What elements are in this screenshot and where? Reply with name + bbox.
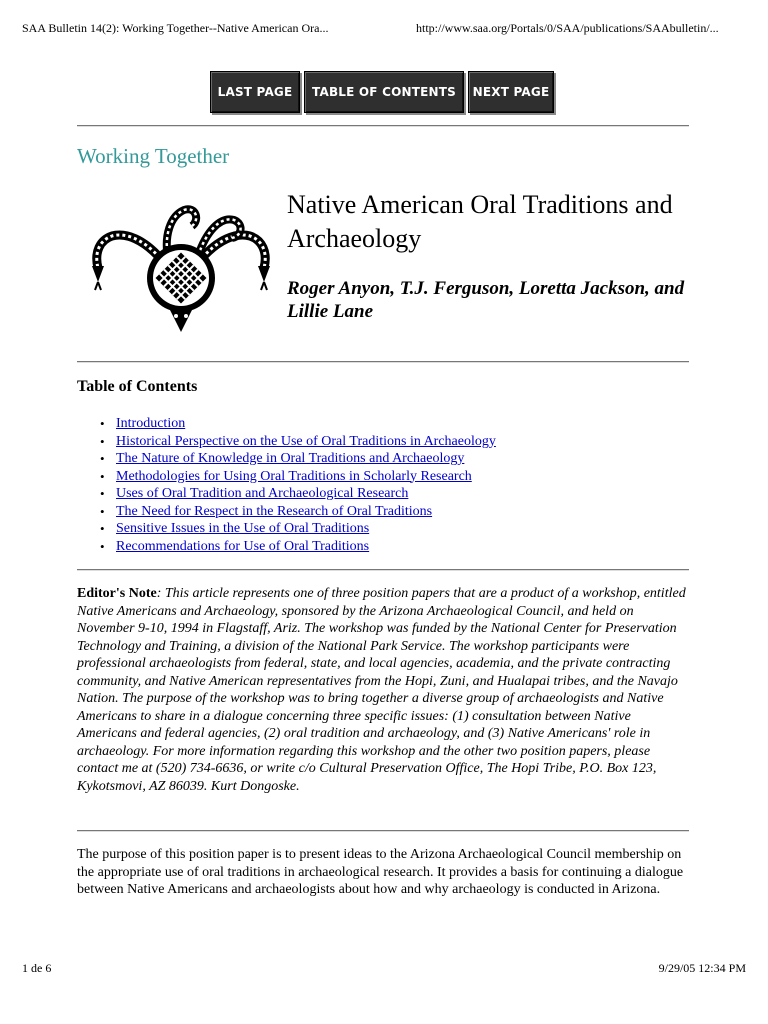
editor-note-label-suffix: 's Note	[115, 586, 157, 601]
intro-paragraph: The purpose of this position paper is to present ideas to the Arizona Archaeological Council membership on the appropriate use of oral traditions in archaeological research. It provides a basis for continuing a dialogue between Native Americans and archaeologists about how and why archaeology is conducted in Arizona.	[77, 847, 684, 897]
section-title: Working Together	[77, 144, 230, 168]
browser-page-title: SAA Bulletin 14(2): Working Together--Native American Ora...	[22, 21, 329, 35]
print-page-number: 1 de 6	[22, 961, 52, 975]
editor-note	[77, 585, 689, 795]
article-authors: Roger Anyon, T.J. Ferguson, Loretta Jackson, and Lillie Lane	[287, 278, 685, 322]
list-item	[100, 468, 496, 486]
editor-note-text: : This article represents one of three position papers that are a product of a workshop, entitled Native Americans and Archaeology, sponsored by the Arizona Archaeological Council, and held on November 9-10, 1994 in Flagstaff, Ariz. The workshop was funded by the National Center for Preservation Technology and Training, a division of the National Park Service. The workshop participants were professional archaeologists from federal, state, and local agencies, academia, and the private contracting community, and Native American representatives from the Hopi, Zuni, and Hualapai tribes, and the Navajo Nation. The purpose of the workshop was to bring together a diverse group of archaeologists and Native Americans to share in a dialogue concerning three specific issues: (1) consultation between Native Americans and federal agencies, (2) oral tradition and archaeology, and (3) Native Americans' role in archaeology. For more information regarding this workshop and the other two position papers, please contact me at (520) 734-6636, or write c/o Cultural Preservation Office, The Hopi Tribe, P.O. Box 123, Kykotsmovi, AZ 86039. Kurt Dongoske.	[77, 586, 686, 794]
list-item	[100, 503, 496, 521]
page-nav	[210, 71, 554, 113]
toc-heading: Table of Contents	[77, 378, 198, 395]
toc-link-nature-of-knowledge[interactable]: The Nature of Knowledge in Oral Traditions and Archaeology	[116, 451, 465, 466]
next-page-button[interactable]: NEXT PAGE	[468, 71, 554, 113]
editor-note-label: Editor	[77, 586, 116, 601]
article-title: Native American Oral Traditions and Archaeology	[287, 190, 673, 253]
divider	[77, 361, 689, 363]
toc-link-introduction[interactable]: Introduction	[116, 416, 186, 431]
list-item	[100, 415, 496, 433]
table-of-contents-button[interactable]: TABLE OF CONTENTS	[304, 71, 464, 113]
print-datetime: 9/29/05 12:34 PM	[658, 961, 746, 975]
browser-url: http://www.saa.org/Portals/0/SAA/publications/SAAbulletin/...	[416, 21, 719, 35]
toc-link-historical-perspective[interactable]: Historical Perspective on the Use of Oral Traditions in Archaeology	[116, 433, 496, 449]
list-item	[100, 450, 496, 468]
divider	[77, 569, 689, 571]
list-item	[100, 538, 496, 556]
toc-link-recommendations[interactable]: Recommendations for Use of Oral Traditions	[116, 538, 370, 554]
list-item	[100, 433, 496, 451]
toc-link-uses-of-oral-tradition[interactable]: Uses of Oral Tradition and Archaeological Research	[116, 486, 409, 501]
native-bird-emblem-icon	[86, 186, 276, 338]
toc-list	[100, 415, 496, 555]
divider	[77, 830, 689, 832]
toc-link-need-for-respect[interactable]: The Need for Respect in the Research of Oral Traditions	[116, 503, 433, 519]
toc-link-sensitive-issues[interactable]: Sensitive Issues in the Use of Oral Traditions	[116, 521, 370, 536]
list-item	[100, 520, 496, 538]
last-page-button[interactable]: LAST PAGE	[210, 71, 300, 113]
divider	[77, 125, 689, 127]
toc-link-methodologies[interactable]: Methodologies for Using Oral Traditions in Scholarly Research	[116, 468, 472, 484]
list-item	[100, 485, 496, 503]
